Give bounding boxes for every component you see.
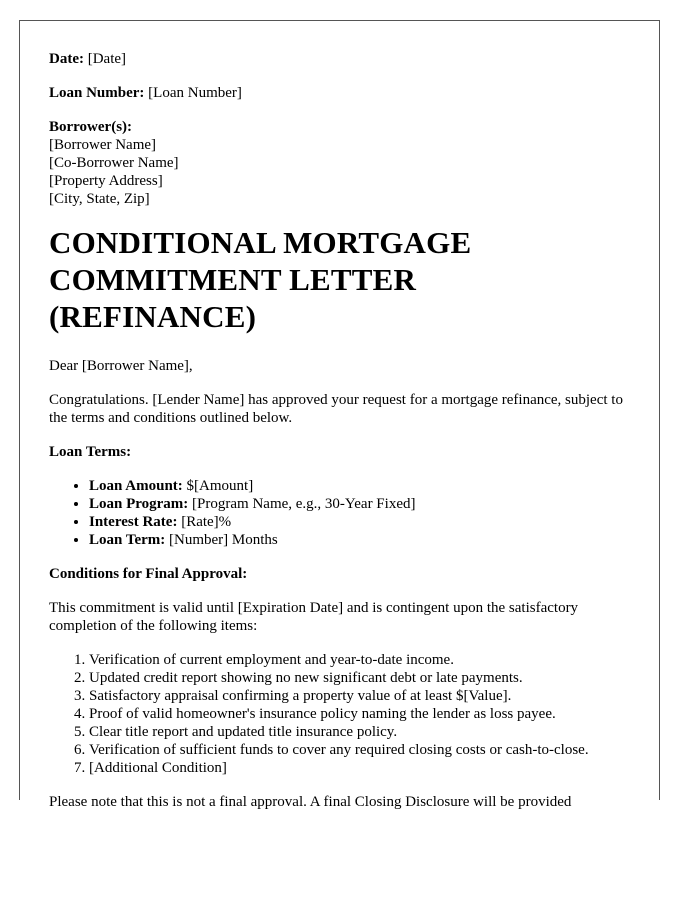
- borrower-name: [Borrower Name]: [49, 137, 157, 153]
- interest-rate-label: Interest Rate:: [89, 514, 178, 530]
- borrowers-block: [49, 118, 630, 208]
- letter-page: [19, 20, 660, 810]
- loan-number-line: [49, 84, 630, 102]
- list-item: 4. Proof of valid homeowner's insurance policy naming the lender as loss payee.: [89, 705, 630, 723]
- loan-terms-list: [49, 477, 630, 549]
- list-item: [89, 495, 630, 513]
- date-label: Date:: [49, 51, 84, 67]
- list-item: 6. Verification of sufficient funds to cover any required closing costs or cash-to-close.: [89, 741, 630, 759]
- loan-term-label: Loan Term:: [89, 532, 166, 548]
- intro-paragraph: Congratulations. [Lender Name] has approved your request for a mortgage refinance, subject to the terms and conditions outlined below.: [49, 392, 623, 426]
- loan-number-label: Loan Number:: [49, 85, 145, 101]
- letter-content: [20, 21, 659, 811]
- loan-program-value: [Program Name, e.g., 30-Year Fixed]: [192, 496, 416, 512]
- loan-amount-label: Loan Amount:: [89, 478, 183, 494]
- list-item: [89, 531, 630, 549]
- city-state-zip: [City, State, Zip]: [49, 191, 150, 207]
- loan-terms-heading: [49, 443, 630, 461]
- conditions-list: [49, 651, 630, 777]
- list-item: [89, 477, 630, 495]
- borrowers-label: Borrower(s):: [49, 119, 133, 135]
- letter-title: CONDITIONAL MORTGAGE COMMITMENT LETTER (REFINANCE): [49, 225, 472, 334]
- list-item: 3. Satisfactory appraisal confirming a property value of at least $[Value].: [89, 687, 630, 705]
- date-line: [49, 50, 630, 68]
- loan-term-value: [Number] Months: [169, 532, 278, 548]
- list-item: 2. Updated credit report showing no new significant debt or late payments.: [89, 669, 630, 687]
- conditions-heading: [49, 565, 630, 583]
- list-item: 5. Clear title report and updated title insurance policy.: [89, 723, 630, 741]
- loan-amount-value: $[Amount]: [186, 478, 254, 494]
- salutation: Dear [Borrower Name],: [49, 358, 193, 374]
- list-item: 1. Verification of current employment and year-to-date income.: [89, 651, 630, 669]
- loan-program-label: Loan Program:: [89, 496, 189, 512]
- loan-number-value: [Loan Number]: [148, 85, 242, 101]
- list-item: [89, 513, 630, 531]
- list-item: 7. [Additional Condition]: [89, 759, 630, 777]
- property-address: [Property Address]: [49, 173, 163, 189]
- loan-terms-heading-text: Loan Terms:: [49, 444, 132, 460]
- date-value: [Date]: [87, 51, 127, 67]
- conditions-intro: This commitment is valid until [Expiration Date] and is contingent upon the satisfactory completion of the following items:: [49, 600, 579, 634]
- co-borrower-name: [Co-Borrower Name]: [49, 155, 179, 171]
- interest-rate-value: [Rate]%: [181, 514, 232, 530]
- conditions-heading-text: Conditions for Final Approval:: [49, 566, 248, 582]
- closing-paragraph: Please note that this is not a final approval. A final Closing Disclosure will be provided: [49, 794, 572, 810]
